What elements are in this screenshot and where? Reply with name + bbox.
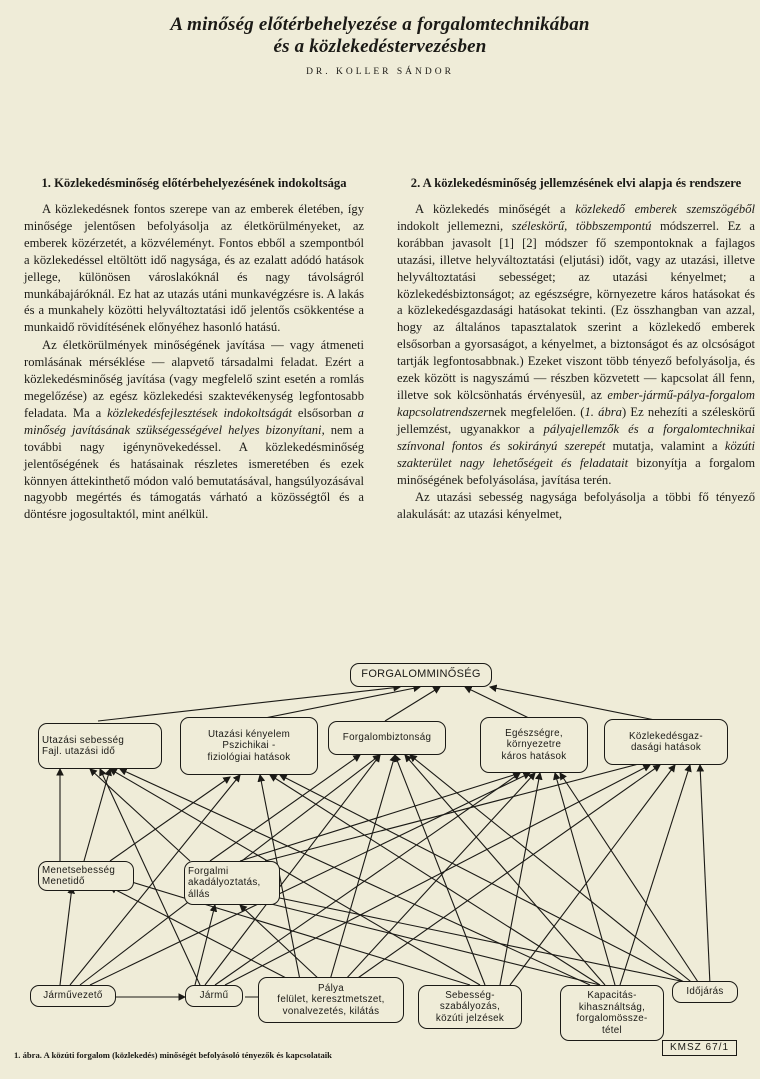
left-column [24,176,364,523]
box-forgalombiztonsag: Forgalombiztonság [328,721,446,755]
box-utazasi-kenyelem: Utazási kényelem Pszichikai - fiziológiai hatások [180,717,318,775]
box-idojaras: Időjárás [672,981,738,1003]
figure-caption: 1. ábra. A közúti forgalom (közlekedés) minőségét befolyásoló tényezők és kapcsolataik [14,1050,332,1060]
article-title [0,14,760,58]
section-2-heading: 2. A közlekedésminőség jellemzésének elvi alapja és rendszere [410,176,742,190]
box-menetsebesseg: Menetsebesség Menetidő [38,861,134,891]
section-1-heading: 1. Közlekedésminőség előtérbehelyezésének indokoltsága [41,176,347,190]
section-2-paragraph-2: Az utazási sebesség nagysága befolyásolja a többi fő tényező alakulását: az utazási kényelmet, [397,490,755,522]
box-forgalmi-akadalyoztatas: Forgalmi akadályoztatás, állás [184,861,280,905]
box-palya: Pálya felület, keresztmetszet, vonalvezetés, kilátás [258,977,404,1023]
right-column [397,176,755,523]
title-line-1: A minőség előtérbehelyezése a forgalomtechnikában [170,14,590,35]
figure-1-diagram [0,655,760,1055]
box-kapacitas: Kapacitás- kihasználtság, forgalomössze- tétel [560,985,664,1041]
figure-code: KMSZ 67/1 [662,1040,737,1056]
title-line-2: és a közlekedéstervezésben [273,36,487,57]
section-1-paragraph-1: A közlekedésnek fontos szerepe van az emberek életében, így minősége jelentősen befolyásolja az életkörülményeket, az emberek közérzetét, a közvéleményt. Fontos ebből a szempontból a közlekedéssel eltöltött idő nagysága, és az ezalatt adódó hatások jellege, különösen városlakóknál és nagy távolságról munkábajáróknál. Ez hat az utazás utáni munkavégzésre is. A lakás és a munkahely közötti helyváltoztatási idő jelentős csökkentése a munkaidő rövidítésének előnyéhez hasonló hatású. [24,202,364,335]
section-1-paragraph-2: Az életkörülmények minőségének javítása — vagy átmeneti romlásának mérséklése — alapvető társadalmi feladat. Ezért a közlekedésminőség javítása (vagy megfelelő szint esetén a romlás megelőzése) az egész közlekedési szaktevékenység legfontosabb feladata. Ma a közlekedésfejlesztések indokoltságát elsősorban a minőség javításának szükségességével helyes bizonyítani, nem a további nagy igénynövekedéssel. A közlekedésminőség jelentőségének és hatásainak részletes ismeretében és ezek könnyen áttekinthető módon való bemutatásával, hangsúlyozásával nagyobb megértés és támogatás várható a közösségtől és a döntésre jogosultaktól, mint anélkül. [24,338,365,522]
box-jarmu: Jármű [185,985,243,1007]
section-2-paragraph-1: A közlekedés minőségét a közlekedő emberek szemszögéből indokolt jellemezni, széleskörű, többszempontú módszerrel. Ez a korábban javasolt [1] [2] módszer fő szempontoknak a fajlagos utazási, illetve helyváltoztatási (eljutási) időt, vagy az utazási, illetve helyváltoztatási sebességet; az utazási kényelmet; a közlekedésbiztonságot; az egészségre, környezetre káros hatásokat és a közlekedésgazdasági hatásokat tekinti. (Ez összhangban van azzal, hogy az általános tapasztalatok szerint a közlekedő emberek elsősorban a gyorsaságot, a kényelmet, a biztonságot és az olcsóságot tartják legfontosabbnak.) Ezeket viszont több tényező befolyásolja, és ezek között is nagyszámú — részben közvetett — kapcsolat áll fenn, illetve sok kölcsönhatás érvényesül, az ember-jármű-pálya-forgalom kapcsolatrendszernek megfelelően. (1. ábra) Ez nehezíti a széleskörű jellemzést, ugyanakkor a pályajellemzők és a forgalomtechnikai színvonal fontos és sokirányú szerepét mutatja, valamint a közúti szakterület nagy lehetőségeit és feladatait bizonyítja a forgalom minőségének befolyásolása, javítása terén. [397,202,756,487]
box-utazasi-sebesseg: Utazási sebesség Fajl. utazási idő [38,723,162,769]
author: DR. KOLLER SÁNDOR [306,67,454,77]
box-forgalomminoseg: FORGALOMMINŐSÉG [350,663,492,687]
box-sebessegszabalyozas: Sebesség- szabályozás, közúti jelzések [418,985,522,1029]
box-egeszsegre: Egészségre, környezetre káros hatások [480,717,588,773]
box-kozlekedesgazdasagi: Közlekedésgaz- dasági hatások [604,719,728,765]
box-jarmuvezeto: Járművezető [30,985,116,1007]
